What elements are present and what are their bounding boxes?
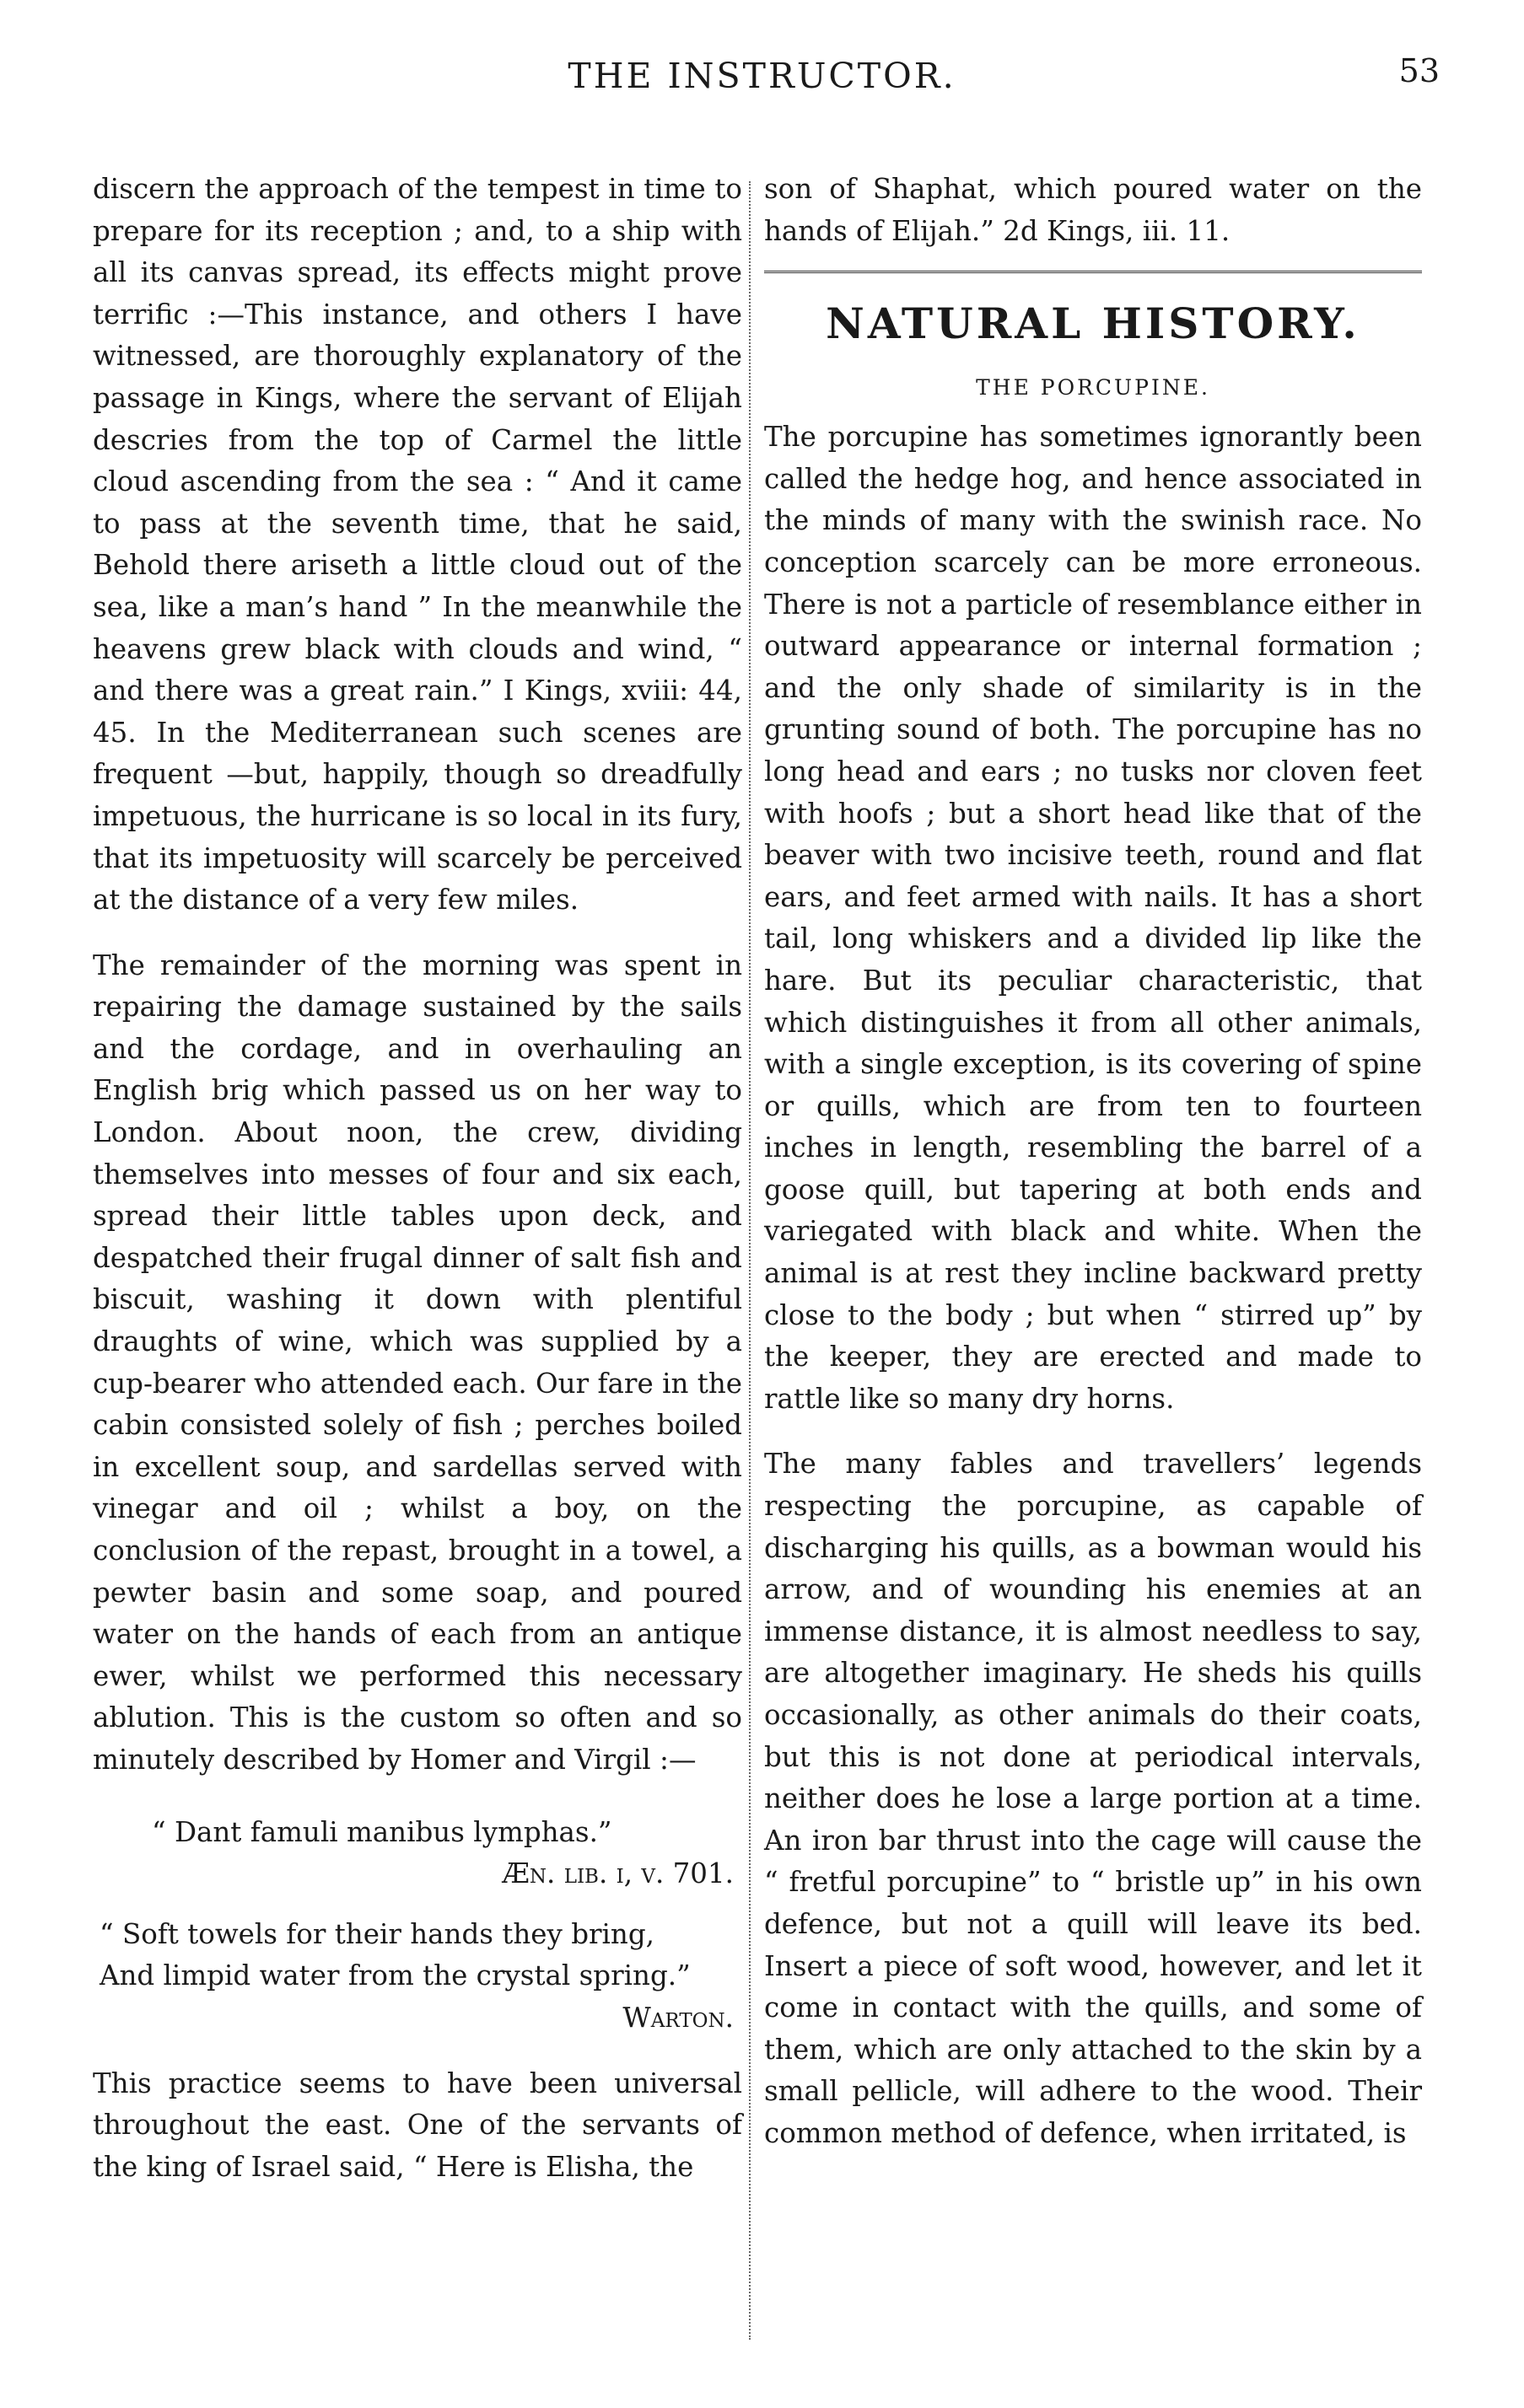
- body-paragraph: This practice seems to have been universal throughout the east. One of the servants of the king of Israel said, “ Here is Elisha, the: [93, 2067, 742, 2183]
- section-divider: [764, 271, 1422, 273]
- quotation-citation: Æn. lib. i, v. 701.: [502, 1857, 734, 1890]
- page-number: 53: [1398, 52, 1440, 89]
- body-paragraph: The many fables and travellers’ legends respecting the porcupine, as capable of discharging his quills, as a bowman would his arrow, and of wounding his enemies at an immense distance, it is almost needless to say, are altogether imaginary. He sheds his quills occasionally, as other animals do their coats, but this is not done at periodical intervals, neither does he lose a large portion at a time. An iron bar thrust into the cage will cause the “ fretful porcupine” to “ bristle up” in his own defence, but not a quill will leave its bed. Insert a piece of soft wood, however, and let it come in contact with the quills, and some of them, which are only attached to the skin by a small pellicle, will adhere to the wood. Their common method of defence, when irritated, is: [764, 1448, 1422, 2149]
- body-paragraph: The porcupine has sometimes ignorantly been called the hedge hog, and hence associated in the minds of many with the swinish race. No conception scarcely can be more erroneous. There is not a particle of resemblance either in outward appearance or internal formation ; and the only shade of similarity is in the grunting sound of both. The porcupine has no long head and ears ; no tusks nor cloven feet with hoofs ; but a short head like that of the beaver with two incisive teeth, round and flat ears, and feet armed with nails. It has a short tail, long whiskers and a divided lip like the hare. But its peculiar characteristic, that which distinguishes it from all other animals, with a single exception, is its covering of spine or quills, which are from ten to fourteen inches in length, resembling the barrel of a goose quill, but tapering at both ends and variegated with black and white. When the animal is at rest they incline backward pretty close to the body ; but when “ stirred up” by the keeper, they are erected and made to rattle like so many dry horns.: [764, 421, 1422, 1415]
- column-rule: [749, 181, 751, 2340]
- section-heading: NATURAL HISTORY.: [826, 298, 1360, 349]
- latin-quotation: [93, 1812, 742, 1895]
- quotation-line: “ Dant famuli manibus lymphas.”: [152, 1815, 612, 1848]
- body-paragraph: discern the approach of the tempest in time to prepare for its reception ; and, to a ship with all its canvas spread, its effects might prove terrific :—This instance, and others I have witnessed, are thoroughly explanatory of the passage in Kings, where the servant of Elijah descries from the top of Carmel the little cloud ascending from the sea : “ And it came to pass at the seventh time, that he said, Behold there ariseth a little cloud out of the sea, like a man’s hand ” In the meanwhile the heavens grew black with clouds and wind, “ and there was a great rain.” I Kings, xviii: 44, 45. In the Mediterranean such scenes are frequent —but, happily, though so dreadfully impetuous, the hurricane is so local in its fury, that its impetuosity will scarcely be perceived at the distance of a very few miles.: [93, 173, 742, 916]
- running-head: [0, 52, 1524, 111]
- verse-quotation: [93, 1914, 742, 2040]
- body-paragraph: The remainder of the morning was spent in repairing the damage sustained by the sails and the cordage, and in overhauling an English brig which passed us on her way to London. About noon, the crew, dividing themselves into messes of four and six each, spread their little tables upon deck, and despatched their frugal dinner of salt fish and biscuit, washing it down with plentiful draughts of wine, which was supplied by a cup-bearer who attended each. Our fare in the cabin consisted solely of fish ; perches boiled in excellent soup, and sardellas served with vinegar and oil ; whilst a boy, on the conclusion of the repast, brought in a towel, a pewter basin and some soap, and poured water on the hands of each from an antique ewer, whilst we performed this necessary ablution. This is the custom so often and so minutely described by Homer and Virgil :—: [93, 949, 742, 1776]
- continued-paragraph: son of Shaphat, which poured water on the hands of Elijah.” 2d Kings, iii. 11.: [764, 173, 1422, 247]
- verse-line: “ Soft towels for their hands they bring,: [100, 1917, 654, 1950]
- left-column: [93, 169, 742, 2188]
- right-column: [764, 169, 1422, 2155]
- article-subheading: THE PORCUPINE.: [976, 375, 1210, 400]
- running-title: THE INSTRUCTOR.: [568, 56, 956, 96]
- verse-citation: Warton.: [622, 2001, 734, 2034]
- verse-line: And limpid water from the crystal spring.”: [100, 1959, 691, 1992]
